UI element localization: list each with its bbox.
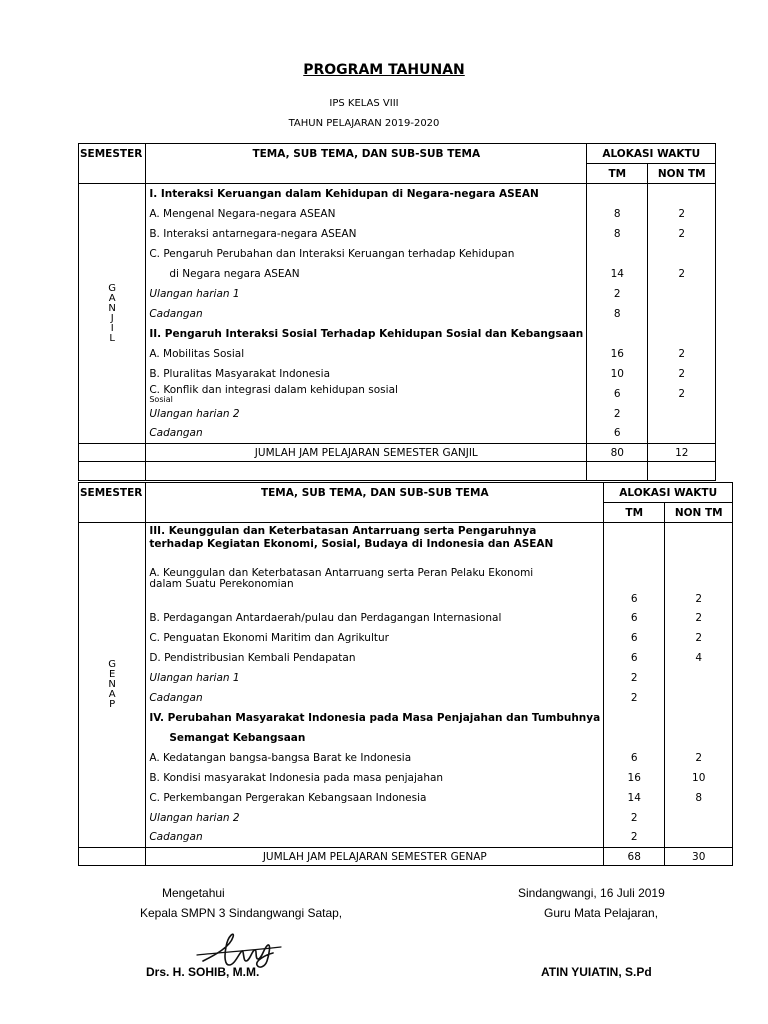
tema-text: A. Mengenal Negara-negara ASEAN [149, 207, 336, 220]
tm-column-header: TM [604, 503, 665, 523]
tm-cell [604, 708, 665, 728]
tema-text: A. Mobilitas Sosial [149, 347, 245, 360]
semester-letter: A [108, 292, 116, 304]
tema-text: Ulangan harian 2 [149, 811, 240, 824]
table-row [79, 768, 733, 788]
nontm-cell: 2 [648, 264, 716, 284]
table-row [79, 304, 716, 324]
tema-text: C. Penguatan Ekonomi Maritim dan Agrikultur [149, 631, 389, 644]
nontm-cell [648, 324, 716, 344]
tema-text: C. Perkembangan Pergerakan Kebangsaan Indonesia [149, 791, 427, 804]
tema-cell [146, 204, 587, 224]
tema-text: Ulangan harian 1 [149, 287, 240, 300]
table-row [79, 344, 716, 364]
table-row [79, 828, 733, 848]
tm-cell [587, 324, 648, 344]
table-row [79, 648, 733, 668]
tema-cell [146, 748, 604, 768]
table-row [79, 324, 716, 344]
nontm-column-header: NON TM [665, 503, 733, 523]
tema-text: Cadangan [149, 831, 203, 844]
tema-cell [146, 648, 604, 668]
nontm-cell [665, 828, 733, 848]
ganjil-total-row [79, 444, 716, 462]
table-row [79, 728, 733, 748]
tema-column-header: TEMA, SUB TEMA, DAN SUB-SUB TEMA [146, 483, 604, 523]
tm-cell: 14 [587, 264, 648, 284]
tm-cell: 2 [604, 828, 665, 848]
tema-cell [146, 808, 604, 828]
tema-text: Cadangan [149, 691, 203, 704]
tm-cell: 2 [604, 668, 665, 688]
semester-letter: G [108, 282, 117, 294]
table-row [79, 224, 716, 244]
semester-letter: E [109, 669, 116, 680]
tm-cell: 10 [587, 364, 648, 384]
tema-text: IV. Perubahan Masyarakat Indonesia pada Masa Penjajahan dan Tumbuhnya [149, 711, 601, 724]
nontm-cell: 2 [665, 748, 733, 768]
table-row [79, 628, 733, 648]
tema-text: Cadangan [149, 427, 203, 440]
semester-letter: J [110, 312, 114, 324]
semester-column-header: SEMESTER [79, 144, 146, 184]
nontm-cell: 2 [665, 608, 733, 628]
tema-cell [146, 557, 604, 608]
right-place-date: Sindangwangi, 16 Juli 2019 [518, 886, 665, 900]
table-row [79, 668, 733, 688]
tema-cell [146, 828, 604, 848]
tm-cell: 6 [587, 384, 648, 404]
table-row [79, 608, 733, 628]
ganjil-header-row [79, 144, 716, 164]
tm-cell: 6 [604, 557, 665, 608]
semester-letter: A [108, 689, 116, 700]
right-role: Guru Mata Pelajaran, [544, 906, 659, 920]
nontm-cell: 4 [665, 648, 733, 668]
tema-cell [146, 344, 587, 364]
table-row [79, 204, 716, 224]
genap-total-nontm: 30 [665, 848, 733, 866]
tema-cell [146, 788, 604, 808]
ganjil-total-label: JUMLAH JAM PELAJARAN SEMESTER GANJIL [146, 444, 587, 462]
tm-cell: 2 [604, 688, 665, 708]
table-row [79, 404, 716, 424]
tema-cell [146, 384, 587, 404]
table-row [79, 708, 733, 728]
tema-text: D. Pendistribusian Kembali Pendapatan [149, 651, 356, 664]
year-line: TAHUN PELAJARAN 2019-2020 [288, 118, 440, 129]
tm-cell [587, 244, 648, 264]
tema-text: A. Kedatangan bangsa-bangsa Barat ke Indonesia [149, 751, 412, 764]
tema-cell [146, 404, 587, 424]
ganjil-table [78, 143, 716, 481]
tema-text: Ulangan harian 1 [149, 671, 240, 684]
genap-total-row [79, 848, 733, 866]
semester-column-header: SEMESTER [79, 483, 146, 523]
page-title: PROGRAM TAHUNAN [303, 62, 465, 78]
nontm-cell: 2 [648, 224, 716, 244]
tema-cell [146, 184, 587, 204]
tm-cell: 16 [587, 344, 648, 364]
tm-cell: 8 [587, 204, 648, 224]
nontm-cell: 2 [648, 204, 716, 224]
tema-text: B. Kondisi masyarakat Indonesia pada masa penjajahan [149, 771, 444, 784]
semester-letter: N [108, 302, 116, 314]
tm-cell [587, 184, 648, 204]
genap-item-a-row [79, 557, 733, 608]
semester-letter: I [110, 322, 114, 334]
alokasi-column-header: ALOKASI WAKTU [604, 483, 733, 503]
ganjil-total-nontm: 12 [648, 444, 716, 462]
item-a-line-1: A. Keunggulan dan Keterbatasan Antarruang serta Peran Pelaku Ekonomi [149, 566, 534, 579]
tema-text: di Negara negara ASEAN [169, 267, 300, 280]
genap-header-row [79, 483, 733, 503]
tema-cell [146, 688, 604, 708]
tema-text: II. Pengaruh Interaksi Sosial Terhadap Kehidupan Sosial dan Kebangsaan [149, 327, 584, 340]
nontm-cell [665, 728, 733, 748]
nontm-cell: 8 [665, 788, 733, 808]
subject-line: IPS KELAS VIII [329, 98, 399, 109]
table-row [79, 264, 716, 284]
item-a-line-2: dalam Suatu Perekonomian [149, 577, 294, 590]
tema-text: Ulangan harian 2 [149, 407, 240, 420]
tema-cell [146, 728, 604, 748]
tm-cell: 8 [587, 304, 648, 324]
tema-text: Semangat Kebangsaan [169, 731, 306, 744]
semester-letter: P [109, 699, 116, 710]
left-signatory-name: Drs. H. SOHIB, M.M. [146, 965, 260, 979]
semester-letter: G [108, 659, 117, 670]
table-row [79, 184, 716, 204]
tm-cell: 6 [587, 424, 648, 444]
tema-cell [146, 264, 587, 284]
semester-letter: L [109, 332, 115, 344]
tema-text: C. Konflik dan integrasi dalam kehidupan sosial [149, 384, 398, 396]
nontm-cell: 2 [665, 628, 733, 648]
left-label: Mengetahui [162, 886, 225, 900]
tm-column-header: TM [587, 164, 648, 184]
nontm-column-header: NON TM [648, 164, 716, 184]
tm-cell: 8 [587, 224, 648, 244]
nontm-cell: 2 [648, 364, 716, 384]
tm-cell: 2 [587, 284, 648, 304]
tema-cell [146, 224, 587, 244]
table-row [79, 284, 716, 304]
ganjil-total-tm: 80 [587, 444, 648, 462]
tm-cell: 16 [604, 768, 665, 788]
tema-cell [146, 304, 587, 324]
nontm-cell: 10 [665, 768, 733, 788]
nontm-cell [665, 808, 733, 828]
table-row [79, 424, 716, 444]
tm-cell: 2 [604, 808, 665, 828]
right-signatory-name: ATIN YUIATIN, S.Pd [541, 965, 652, 979]
tema-cell [146, 324, 587, 344]
tm-cell: 6 [604, 628, 665, 648]
table-row [79, 748, 733, 768]
table-row [79, 384, 716, 404]
left-role: Kepala SMPN 3 Sindangwangi Satap, [140, 906, 343, 920]
nontm-cell [648, 404, 716, 424]
genap-table [78, 482, 733, 866]
tema-text: Cadangan [149, 307, 203, 320]
genap-heading-row [79, 523, 733, 557]
tema-text: I. Interaksi Keruangan dalam Kehidupan di Negara-negara ASEAN [149, 187, 539, 200]
tema-column-header: TEMA, SUB TEMA, DAN SUB-SUB TEMA [146, 144, 587, 184]
tema-cell [146, 668, 604, 688]
tema-text: C. Pengaruh Perubahan dan Interaksi Keruangan terhadap Kehidupan [149, 247, 515, 260]
table-row [79, 244, 716, 264]
nontm-cell: 2 [648, 384, 716, 404]
tema-cell [146, 424, 587, 444]
tema-cell [146, 244, 587, 264]
tema-text-overflow: Sosial [149, 396, 173, 402]
table-row [79, 808, 733, 828]
semester-letter: N [108, 679, 116, 690]
genap-semester-cell [79, 523, 146, 848]
nontm-cell [665, 668, 733, 688]
nontm-cell: 2 [648, 344, 716, 364]
tema-text: B. Perdagangan Antardaerah/pulau dan Perdagangan Internasional [149, 611, 502, 624]
nontm-cell [665, 708, 733, 728]
alokasi-column-header: ALOKASI WAKTU [587, 144, 716, 164]
tm-cell: 6 [604, 648, 665, 668]
table-row [79, 788, 733, 808]
genap-total-label: JUMLAH JAM PELAJARAN SEMESTER GENAP [146, 848, 604, 866]
nontm-cell [648, 424, 716, 444]
nontm-cell [648, 184, 716, 204]
tm-cell: 2 [587, 404, 648, 424]
nontm-cell [648, 244, 716, 264]
tema-cell [146, 608, 604, 628]
tema-text: B. Pluralitas Masyarakat Indonesia [149, 367, 330, 380]
tm-cell [604, 728, 665, 748]
tm-cell: 6 [604, 608, 665, 628]
table-row [79, 364, 716, 384]
nontm-cell: 2 [665, 557, 733, 608]
genap-total-tm: 68 [604, 848, 665, 866]
tema-cell [146, 284, 587, 304]
table-row [79, 688, 733, 708]
nontm-cell [665, 688, 733, 708]
tema-cell [146, 364, 587, 384]
tema-text: B. Interaksi antarnegara-negara ASEAN [149, 227, 357, 240]
theme-heading-line-1: III. Keunggulan dan Keterbatasan Antarruang serta Pengaruhnya [149, 525, 537, 537]
tema-cell [146, 708, 604, 728]
theme-heading-line-2: terhadap Kegiatan Ekonomi, Sosial, Budaya di Indonesia dan ASEAN [149, 538, 554, 550]
spacer-row [79, 462, 716, 481]
ganjil-semester-cell [79, 184, 146, 444]
tm-cell: 6 [604, 748, 665, 768]
tema-cell [146, 628, 604, 648]
tema-cell [146, 523, 604, 557]
tm-cell: 14 [604, 788, 665, 808]
nontm-cell [648, 304, 716, 324]
tema-cell [146, 768, 604, 788]
nontm-cell [648, 284, 716, 304]
